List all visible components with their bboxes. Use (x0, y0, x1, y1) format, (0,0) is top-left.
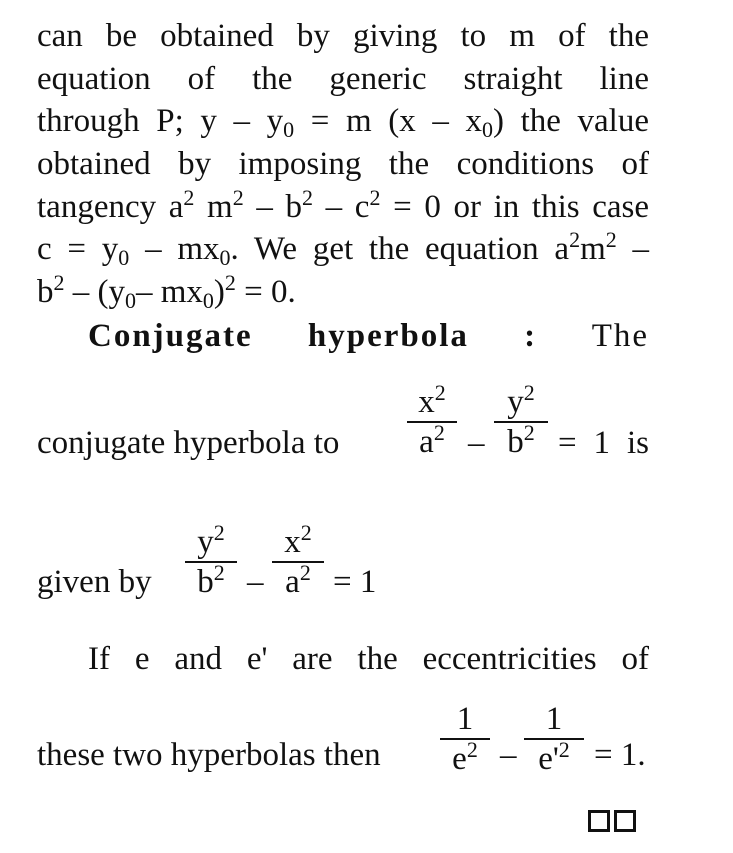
text-line-4: obtained by imposing the conditions of (37, 146, 649, 182)
heading-colon: : (524, 318, 538, 354)
eq3-intro: these two hyperbolas then (37, 737, 381, 773)
eq2-fraction-x2-a2: $x^2$ $a^2$ (272, 526, 324, 599)
eq2-minus: – (247, 564, 264, 600)
text-line-3: through P; $y - y_0 = m$ $(x - x_0)$ the value (37, 103, 649, 142)
eq2-intro: given by (37, 564, 152, 600)
eq1-fraction-x2-a2: $x^2$ $a^2$ (407, 386, 457, 459)
eq3-tail: = 1. (594, 737, 646, 773)
end-marker (588, 810, 636, 832)
eq1-fraction-y2-b2: $y^2$ $b^2$ (494, 386, 548, 459)
eq3-minus: – (500, 737, 517, 773)
text-line-6: $c = y_0 - mx_0$. We get the equation $a^2m^2$ – (37, 227, 650, 270)
eq3-fraction-1-eprime2: 1 $e'^2$ (524, 703, 584, 776)
end-square-icon (588, 810, 610, 832)
eq1-tail: = 1 is (558, 425, 649, 461)
text-line-2: equation of the generic straight line (37, 61, 649, 97)
eq2-fraction-y2-b2: $y^2$ $b^2$ (185, 526, 237, 599)
text-line-7: $b^2 - (y_0-$ $mx_0)^2 = 0$. (37, 270, 296, 313)
end-square-icon (614, 810, 636, 832)
heading-the: The (591, 318, 650, 354)
text-line-1: can be obtained by giving to m of the (37, 18, 649, 54)
eq3-fraction-1-e2: 1 $e^2$ (440, 703, 490, 776)
eq2-tail: = 1 (333, 564, 377, 600)
text-line-eccentricities: If e and e' are the eccentricities of (88, 641, 649, 677)
section-heading (88, 317, 649, 355)
eq1-intro: conjugate hyperbola to (37, 425, 340, 461)
eq1-minus: – (468, 425, 485, 461)
heading-title: Conjugate hyperbola (88, 318, 469, 354)
text-line-5: tangency $a^2$ $m^2 - b^2 - c^2 = 0$ or in this case (37, 185, 650, 225)
